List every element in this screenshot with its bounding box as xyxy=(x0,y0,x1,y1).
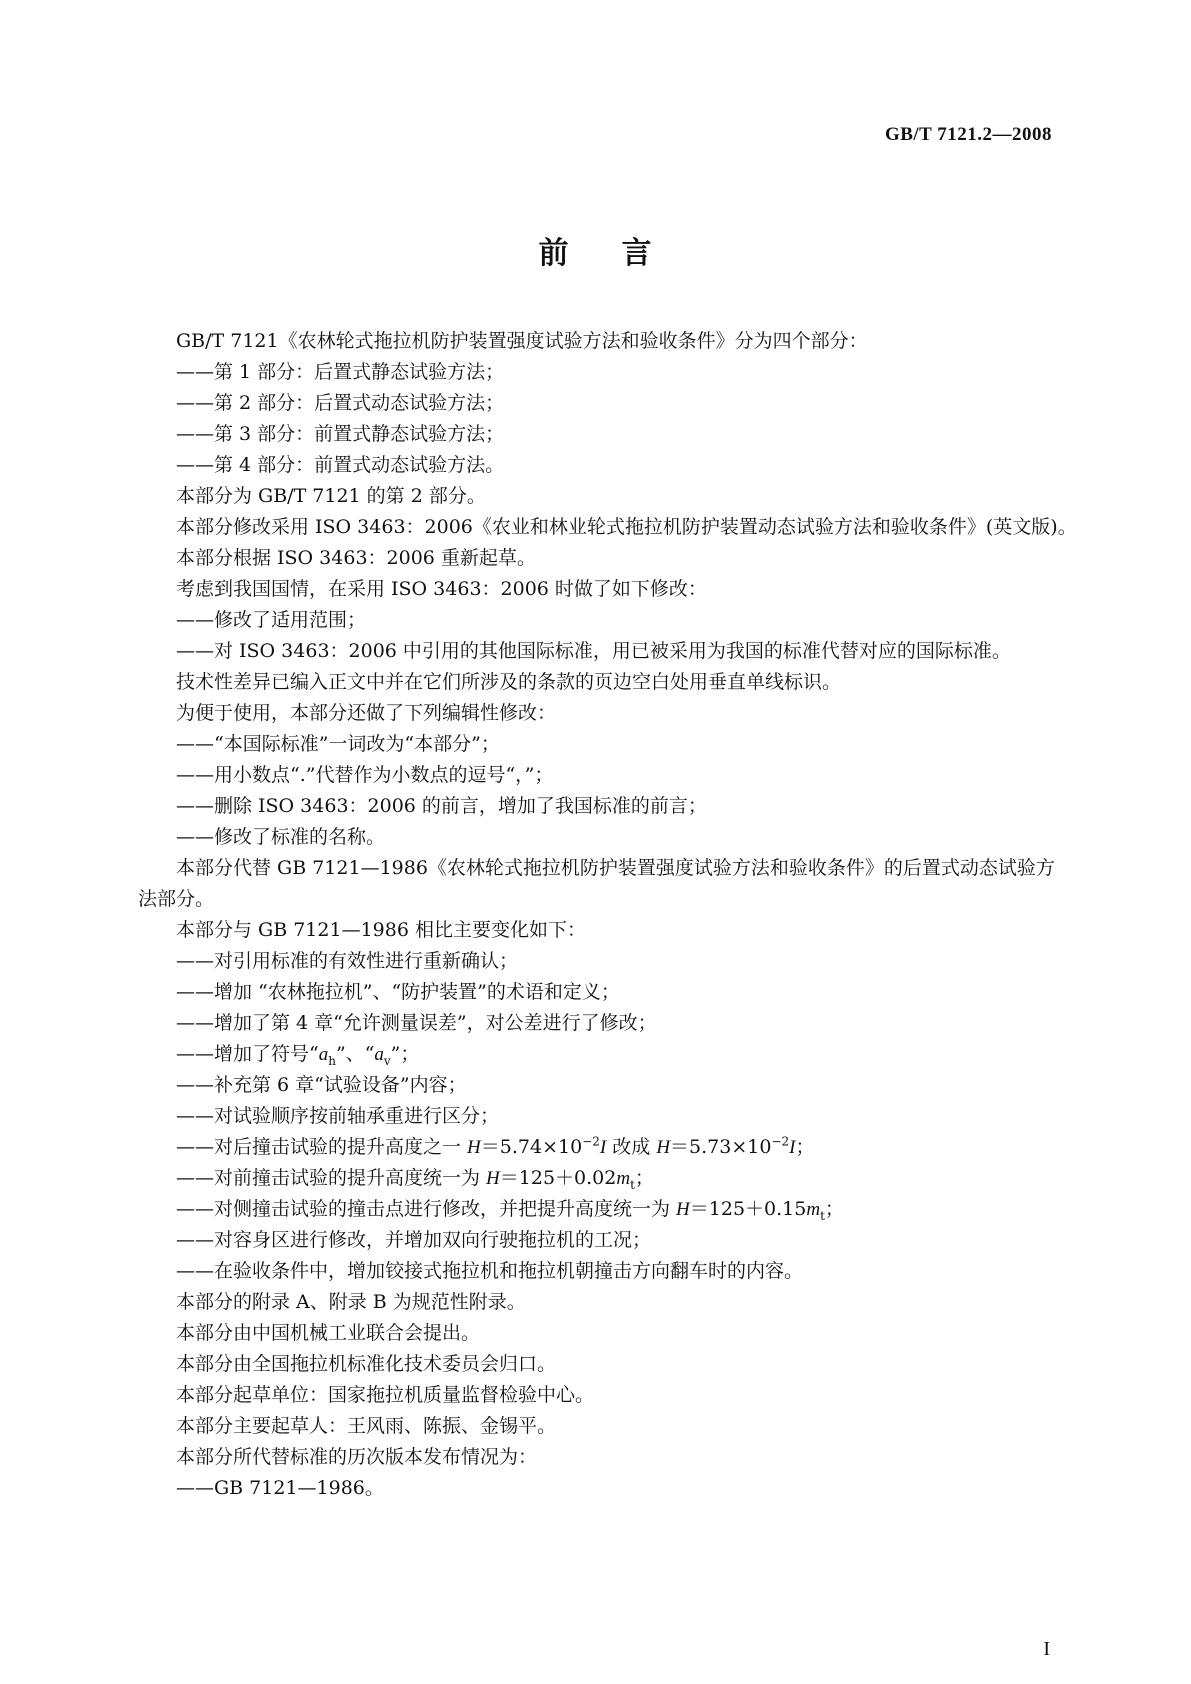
list-item: ——GB 7121—1986。 xyxy=(176,1477,384,1499)
paragraph: 本部分为 GB/T 7121 的第 2 部分。 xyxy=(176,485,486,507)
list-item: ——修改了标准的名称。 xyxy=(176,826,386,848)
list-item: ——增加 “农林拖拉机”、“防护装置”的术语和定义； xyxy=(176,981,620,1003)
paragraph: 技术性差异已编入正文中并在它们所涉及的条款的页边空白处用垂直单线标识。 xyxy=(176,671,842,693)
paragraph: 本部分的附录 A、附录 B 为规范性附录。 xyxy=(176,1291,526,1313)
symbol-a-h: a xyxy=(318,1044,329,1065)
list-item: ——修改了适用范围； xyxy=(176,609,367,631)
list-item: ——“本国际标准”一词改为“本部分”； xyxy=(176,733,500,755)
list-item-formula: ——对后撞击试验的提升高度之一 $H=5.74\times 10^{-2}I$ 改成 $H=5.73\times 10^{-2}I$； xyxy=(176,1134,815,1158)
paragraph: 本部分起草单位：国家拖拉机质量监督检验中心。 xyxy=(176,1384,595,1406)
title-char-1: 前 xyxy=(538,236,570,271)
list-item: ——第 1 部分：后置式静态试验方法； xyxy=(176,361,505,383)
paragraph: 考虑到我国国情，在采用 ISO 3463：2006 时做了如下修改： xyxy=(176,578,707,600)
page-number: I xyxy=(1043,1638,1050,1660)
list-item: ——第 3 部分：前置式静态试验方法； xyxy=(176,423,505,445)
list-item: ——对 ISO 3463：2006 中引用的其他国际标准，用已被采用为我国的标准代替对应的国际标准。 xyxy=(176,640,1011,662)
paragraph: GB/T 7121《农林轮式拖拉机防护装置强度试验方法和验收条件》分为四个部分： xyxy=(176,330,868,352)
list-item: ——第 4 部分：前置式动态试验方法。 xyxy=(176,454,505,476)
paragraph: 本部分修改采用 ISO 3463：2006《农业和林业轮式拖拉机防护装置动态试验方法和验收条件》(英文版)。 xyxy=(176,516,1077,538)
paragraph: 本部分由全国拖拉机标准化技术委员会归口。 xyxy=(176,1353,557,1375)
paragraph: 本部分所代替标准的历次版本发布情况为： xyxy=(176,1446,538,1468)
paragraph: 本部分代替 GB 7121—1986《农林轮式拖拉机防护装置强度试验方法和验收条件》的后置式动态试验方法部分。 xyxy=(138,857,1055,910)
paragraph: 本部分与 GB 7121—1986 相比主要变化如下： xyxy=(176,919,586,941)
list-item: ——对引用标准的有效性进行重新确认； xyxy=(176,950,519,972)
title-char-2: 言 xyxy=(621,236,653,271)
standard-code: GB/T 7121.2—2008 xyxy=(884,124,1052,145)
foreword-body xyxy=(138,326,1077,1504)
list-item: ——补充第 6 章“试验设备”内容； xyxy=(176,1074,467,1096)
list-item: ——对容身区进行修改，并增加双向行驶拖拉机的工况； xyxy=(176,1229,652,1251)
paragraph: 本部分根据 ISO 3463：2006 重新起草。 xyxy=(176,547,536,569)
list-item: ——用小数点“.”代替作为小数点的逗号“，”； xyxy=(176,764,554,786)
list-item-formula: ——对侧撞击试验的撞击点进行修改，并把提升高度统一为 $H=125+0.15m_t$； xyxy=(176,1198,844,1223)
list-item-symbols: ——增加了符号“$a_h$”、“$a_v$”； xyxy=(176,1043,420,1068)
list-item: ——增加了第 4 章“允许测量误差”，对公差进行了修改； xyxy=(176,1012,657,1034)
list-item: ——第 2 部分：后置式动态试验方法； xyxy=(176,392,505,414)
paragraph: 本部分主要起草人：王风雨、陈振、金锡平。 xyxy=(176,1415,557,1437)
list-item-formula: ——对前撞击试验的提升高度统一为 $H=125+0.02m_t$； xyxy=(176,1167,654,1192)
list-item: ——在验收条件中，增加铰接式拖拉机和拖拉机朝撞击方向翻车时的内容。 xyxy=(176,1260,804,1282)
list-item: ——删除 ISO 3463：2006 的前言，增加了我国标准的前言； xyxy=(176,795,707,817)
page-title xyxy=(0,228,1191,272)
symbol-a-v: a xyxy=(374,1044,384,1065)
paragraph: 本部分由中国机械工业联合会提出。 xyxy=(176,1322,481,1344)
paragraph: 为便于使用，本部分还做了下列编辑性修改： xyxy=(176,702,557,724)
list-item: ——对试验顺序按前轴承重进行区分； xyxy=(176,1105,500,1127)
